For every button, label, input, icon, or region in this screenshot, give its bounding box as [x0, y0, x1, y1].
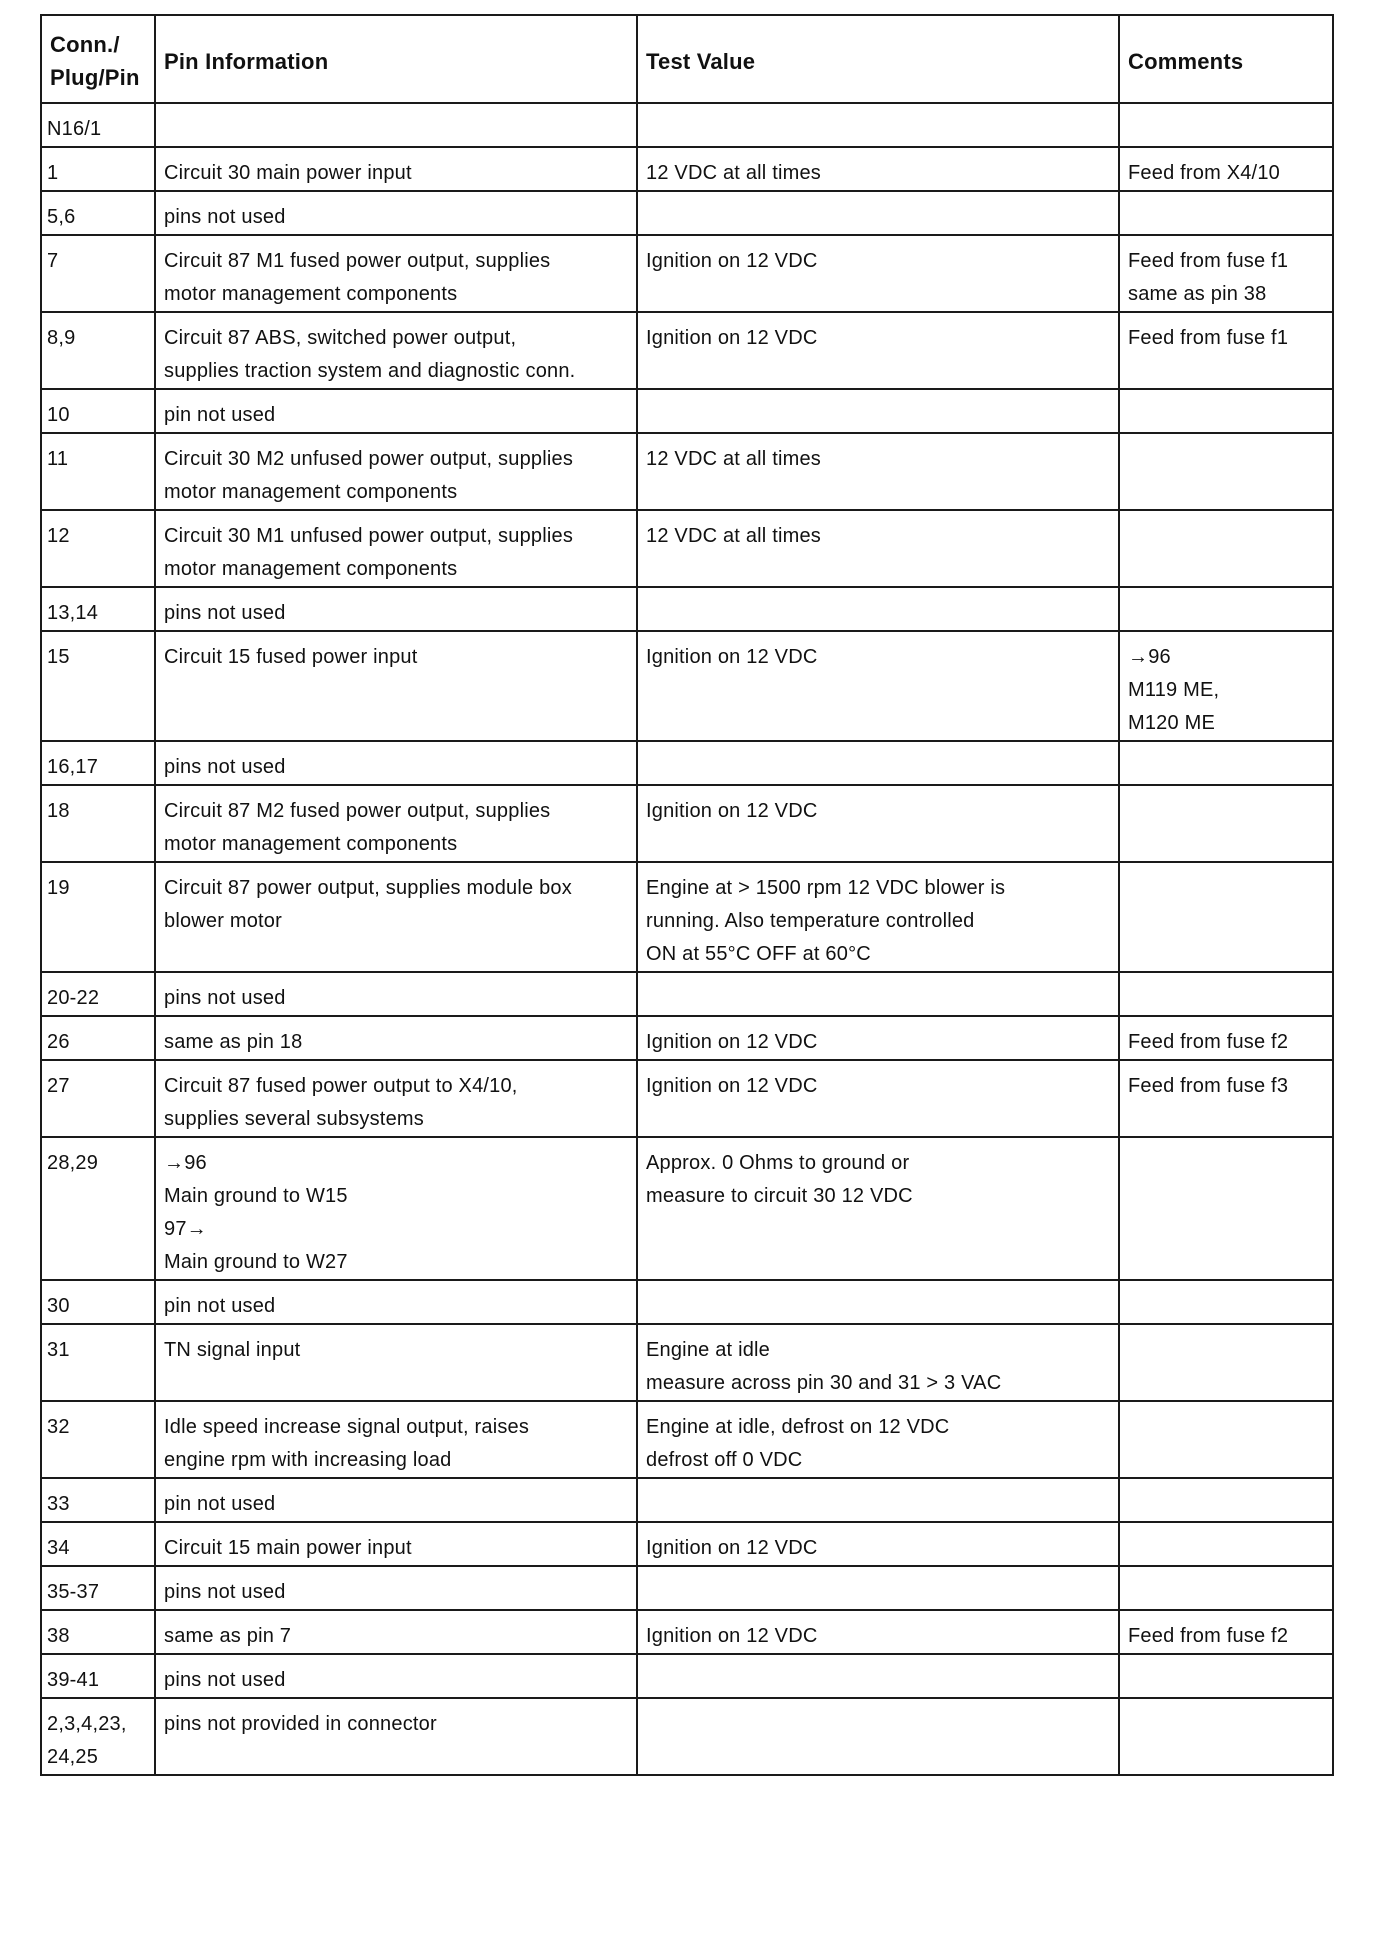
cell-test-value: Ignition on 12 VDC — [637, 631, 1119, 741]
cell-test-value: 12 VDC at all times — [637, 433, 1119, 510]
cell-pin-information — [155, 103, 637, 147]
cell-pin-information: Circuit 87 fused power output to X4/10, supplies several subsystems — [155, 1060, 637, 1137]
table-row — [41, 1060, 1333, 1137]
cell-pin: 11 — [41, 433, 155, 510]
cell-pin: 12 — [41, 510, 155, 587]
table-row — [41, 510, 1333, 587]
cell-pin: 20-22 — [41, 972, 155, 1016]
cell-pin-information: same as pin 18 — [155, 1016, 637, 1060]
cell-pin-information: same as pin 7 — [155, 1610, 637, 1654]
header-conn-plug-pin: Conn./ Plug/Pin — [41, 15, 155, 103]
cell-comments — [1119, 1401, 1333, 1478]
cell-comments — [1119, 510, 1333, 587]
cell-pin-information: pins not used — [155, 191, 637, 235]
header-comments: Comments — [1119, 15, 1333, 103]
cell-comments: Feed from fuse f1 — [1119, 312, 1333, 389]
cell-pin: 10 — [41, 389, 155, 433]
cell-pin-information: pins not used — [155, 587, 637, 631]
cell-pin-information: Circuit 30 M2 unfused power output, supplies motor management components — [155, 433, 637, 510]
table-row — [41, 862, 1333, 972]
cell-pin-information: pin not used — [155, 1478, 637, 1522]
cell-comments — [1119, 1566, 1333, 1610]
cell-test-value — [637, 972, 1119, 1016]
header-pin-information: Pin Information — [155, 15, 637, 103]
cell-pin-information: pins not used — [155, 1654, 637, 1698]
cell-test-value: Ignition on 12 VDC — [637, 1610, 1119, 1654]
cell-comments — [1119, 862, 1333, 972]
cell-comments: Feed from fuse f1 same as pin 38 — [1119, 235, 1333, 312]
cell-pin: 26 — [41, 1016, 155, 1060]
table-row — [41, 972, 1333, 1016]
cell-pin-information: Circuit 30 M1 unfused power output, supplies motor management components — [155, 510, 637, 587]
table-row — [41, 433, 1333, 510]
table-row — [41, 103, 1333, 147]
table-row — [41, 312, 1333, 389]
cell-test-value — [637, 389, 1119, 433]
cell-test-value: Ignition on 12 VDC — [637, 1060, 1119, 1137]
table-row — [41, 147, 1333, 191]
pin-table-sheet — [40, 14, 1332, 1776]
cell-pin: 7 — [41, 235, 155, 312]
cell-pin-information: pins not provided in connector — [155, 1698, 637, 1775]
cell-pin: 35-37 — [41, 1566, 155, 1610]
cell-comments: Feed from X4/10 — [1119, 147, 1333, 191]
table-row — [41, 1698, 1333, 1775]
cell-test-value — [637, 1478, 1119, 1522]
cell-comments — [1119, 1137, 1333, 1280]
cell-pin-information: Circuit 87 M1 fused power output, supplies motor management components — [155, 235, 637, 312]
cell-test-value: 12 VDC at all times — [637, 147, 1119, 191]
cell-comments: →96 M119 ME, M120 ME — [1119, 631, 1333, 741]
cell-pin: 33 — [41, 1478, 155, 1522]
table-row — [41, 587, 1333, 631]
cell-comments — [1119, 1698, 1333, 1775]
cell-pin: 5,6 — [41, 191, 155, 235]
cell-pin-information: Circuit 30 main power input — [155, 147, 637, 191]
cell-comments — [1119, 1280, 1333, 1324]
cell-pin: 38 — [41, 1610, 155, 1654]
cell-pin-information: Idle speed increase signal output, raises engine rpm with increasing load — [155, 1401, 637, 1478]
cell-pin: 16,17 — [41, 741, 155, 785]
cell-test-value — [637, 1280, 1119, 1324]
cell-pin-information: pins not used — [155, 1566, 637, 1610]
table-row — [41, 631, 1333, 741]
cell-pin: 27 — [41, 1060, 155, 1137]
cell-comments — [1119, 1522, 1333, 1566]
cell-pin-information: pins not used — [155, 972, 637, 1016]
table-header-row — [41, 15, 1333, 103]
cell-test-value: Ignition on 12 VDC — [637, 1522, 1119, 1566]
cell-comments — [1119, 1324, 1333, 1401]
cell-test-value — [637, 1654, 1119, 1698]
cell-comments — [1119, 741, 1333, 785]
cell-pin-information: Circuit 15 fused power input — [155, 631, 637, 741]
cell-comments: Feed from fuse f3 — [1119, 1060, 1333, 1137]
cell-comments: Feed from fuse f2 — [1119, 1016, 1333, 1060]
cell-test-value — [637, 741, 1119, 785]
cell-pin: 39-41 — [41, 1654, 155, 1698]
cell-pin: N16/1 — [41, 103, 155, 147]
table-row — [41, 1566, 1333, 1610]
cell-comments — [1119, 389, 1333, 433]
cell-pin: 18 — [41, 785, 155, 862]
cell-pin: 1 — [41, 147, 155, 191]
table-row — [41, 1654, 1333, 1698]
cell-comments — [1119, 191, 1333, 235]
cell-test-value: 12 VDC at all times — [637, 510, 1119, 587]
cell-test-value — [637, 1698, 1119, 1775]
cell-pin-information: Circuit 87 M2 fused power output, supplies motor management components — [155, 785, 637, 862]
cell-pin: 32 — [41, 1401, 155, 1478]
cell-pin-information: pins not used — [155, 741, 637, 785]
cell-test-value: Approx. 0 Ohms to ground or measure to circuit 30 12 VDC — [637, 1137, 1119, 1280]
cell-test-value — [637, 1566, 1119, 1610]
cell-pin-information: Circuit 87 power output, supplies module box blower motor — [155, 862, 637, 972]
table-row — [41, 741, 1333, 785]
cell-pin: 34 — [41, 1522, 155, 1566]
table-row — [41, 235, 1333, 312]
cell-test-value: Engine at > 1500 rpm 12 VDC blower is running. Also temperature controlled ON at 55°C OFF at 60°C — [637, 862, 1119, 972]
table-row — [41, 1324, 1333, 1401]
pin-assignment-table — [40, 14, 1334, 1776]
cell-comments — [1119, 103, 1333, 147]
table-row — [41, 1478, 1333, 1522]
table-row — [41, 785, 1333, 862]
table-row — [41, 1522, 1333, 1566]
cell-pin: 30 — [41, 1280, 155, 1324]
cell-comments — [1119, 433, 1333, 510]
table-row — [41, 1016, 1333, 1060]
cell-test-value: Ignition on 12 VDC — [637, 235, 1119, 312]
cell-pin: 2,3,4,23, 24,25 — [41, 1698, 155, 1775]
cell-test-value: Ignition on 12 VDC — [637, 1016, 1119, 1060]
table-row — [41, 1280, 1333, 1324]
table-row — [41, 1137, 1333, 1280]
cell-pin: 28,29 — [41, 1137, 155, 1280]
cell-comments — [1119, 785, 1333, 862]
cell-pin: 13,14 — [41, 587, 155, 631]
cell-pin-information: pin not used — [155, 389, 637, 433]
table-row — [41, 389, 1333, 433]
table-row — [41, 1610, 1333, 1654]
cell-pin-information: Circuit 15 main power input — [155, 1522, 637, 1566]
cell-pin: 15 — [41, 631, 155, 741]
cell-test-value: Engine at idle, defrost on 12 VDC defrost off 0 VDC — [637, 1401, 1119, 1478]
cell-test-value — [637, 103, 1119, 147]
cell-comments — [1119, 972, 1333, 1016]
table-row — [41, 191, 1333, 235]
cell-pin-information: Circuit 87 ABS, switched power output, supplies traction system and diagnostic conn. — [155, 312, 637, 389]
cell-comments — [1119, 587, 1333, 631]
table-row — [41, 1401, 1333, 1478]
cell-pin: 19 — [41, 862, 155, 972]
cell-pin: 31 — [41, 1324, 155, 1401]
cell-test-value — [637, 191, 1119, 235]
cell-comments: Feed from fuse f2 — [1119, 1610, 1333, 1654]
cell-pin-information: pin not used — [155, 1280, 637, 1324]
cell-test-value: Ignition on 12 VDC — [637, 785, 1119, 862]
header-test-value: Test Value — [637, 15, 1119, 103]
cell-pin-information: TN signal input — [155, 1324, 637, 1401]
cell-comments — [1119, 1654, 1333, 1698]
cell-pin: 8,9 — [41, 312, 155, 389]
cell-test-value: Engine at idle measure across pin 30 and 31 > 3 VAC — [637, 1324, 1119, 1401]
cell-test-value: Ignition on 12 VDC — [637, 312, 1119, 389]
cell-comments — [1119, 1478, 1333, 1522]
cell-test-value — [637, 587, 1119, 631]
cell-pin-information: →96 Main ground to W15 97→ Main ground to W27 — [155, 1137, 637, 1280]
